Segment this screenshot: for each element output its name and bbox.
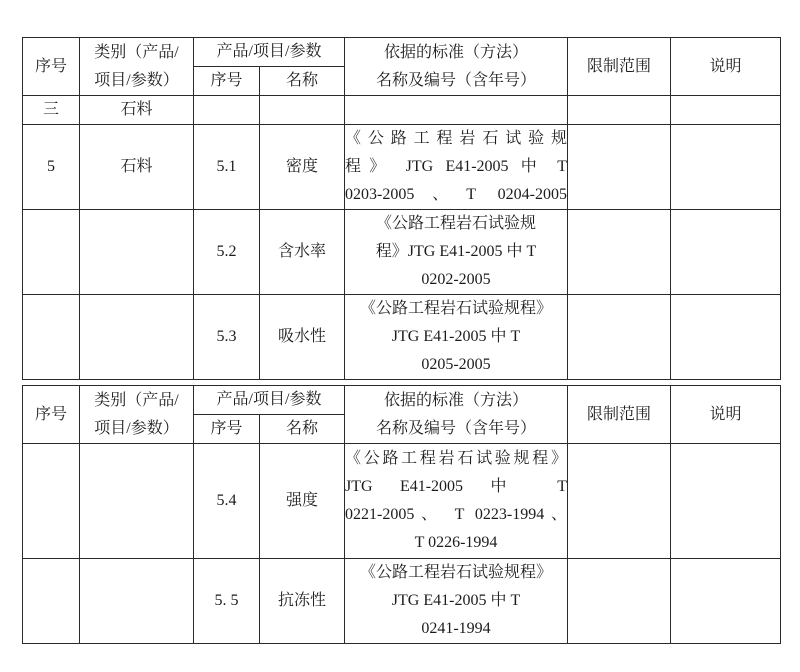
- table-row: [23, 96, 781, 125]
- header-product-seq: 序号: [194, 67, 260, 96]
- standard-line: T 0226-1994: [414, 534, 498, 551]
- header-row: [23, 38, 781, 67]
- cell-item-name: 强度: [260, 444, 345, 559]
- cell-standard: [345, 444, 568, 559]
- cell-note: [671, 559, 781, 644]
- cell-item-name: 抗冻性: [260, 559, 345, 644]
- header-standard-line: 依据的标准（方法）: [383, 391, 528, 409]
- cell-item-name: 密度: [260, 125, 345, 210]
- cell-standard: [345, 210, 568, 295]
- header-category: [80, 38, 194, 96]
- cell-standard: [345, 295, 568, 380]
- header-standard-line: 依据的标准（方法）: [383, 43, 528, 61]
- standard-line: 《公路工程岩石试验规: [375, 215, 536, 232]
- cell-seq: [23, 444, 80, 559]
- header-standard: [345, 386, 568, 444]
- cell-item-seq: 5.4: [194, 444, 260, 559]
- cell-limit: [568, 559, 671, 644]
- standard-line: 0241-1994: [421, 620, 491, 637]
- header-category-line: 项目/参数）: [94, 71, 179, 89]
- header-standard-line: 名称及编号（含年号）: [375, 71, 536, 89]
- header-product-name: 名称: [260, 67, 345, 96]
- cell-note: [671, 210, 781, 295]
- header-product-group: 产品/项目/参数: [194, 38, 345, 67]
- standards-table-1: [22, 37, 781, 380]
- header-category: [80, 386, 194, 444]
- cell-limit: [568, 125, 671, 210]
- cell-category: [80, 295, 194, 380]
- cell-category: [80, 559, 194, 644]
- header-category-line: 类别（产品/: [94, 391, 179, 409]
- table-row: [23, 210, 781, 295]
- header-product-group: 产品/项目/参数: [194, 386, 345, 415]
- header-limit: 限制范围: [568, 386, 671, 444]
- standard-line: 《公路工程岩石试验规程》: [359, 300, 552, 317]
- standard-line: 0202-2005: [421, 271, 491, 288]
- standard-line: JTG E41-2005 中 T: [391, 592, 521, 609]
- cell-limit: [568, 96, 671, 125]
- standard-line: 0203-2005、T 0204-2005: [345, 186, 567, 203]
- standard-line: 程》JTG E41-2005 中 T: [375, 243, 537, 260]
- cell-item-name: [260, 96, 345, 125]
- standard-line: 《公路工程岩石试验规: [345, 130, 567, 147]
- cell-category: 石料: [80, 96, 194, 125]
- header-category-line: 类别（产品/: [94, 43, 179, 61]
- standard-line: 《公路工程岩石试验规程》: [359, 564, 552, 581]
- cell-category: 石料: [80, 125, 194, 210]
- cell-seq: [23, 210, 80, 295]
- table-row: [23, 444, 781, 559]
- header-standard-line: 名称及编号（含年号）: [375, 419, 536, 437]
- header-row: [23, 386, 781, 415]
- cell-item-seq: [194, 96, 260, 125]
- cell-item-seq: 5.1: [194, 125, 260, 210]
- cell-limit: [568, 295, 671, 380]
- table-row: [23, 125, 781, 210]
- header-note: 说明: [671, 386, 781, 444]
- cell-item-name: 含水率: [260, 210, 345, 295]
- header-product-name: 名称: [260, 415, 345, 444]
- cell-note: [671, 444, 781, 559]
- cell-standard: [345, 96, 568, 125]
- standard-line: JTG E41-2005 中 T: [391, 328, 521, 345]
- header-seq: 序号: [23, 386, 80, 444]
- cell-seq: [23, 295, 80, 380]
- standard-line: JTG E41-2005 中 T: [345, 478, 567, 495]
- cell-standard: [345, 559, 568, 644]
- header-limit: 限制范围: [568, 38, 671, 96]
- header-category-line: 项目/参数）: [94, 419, 179, 437]
- cell-category: [80, 210, 194, 295]
- cell-item-seq: 5.3: [194, 295, 260, 380]
- standard-line: 0205-2005: [421, 356, 491, 373]
- cell-limit: [568, 444, 671, 559]
- cell-item-name: 吸水性: [260, 295, 345, 380]
- cell-limit: [568, 210, 671, 295]
- cell-note: [671, 295, 781, 380]
- cell-seq: 5: [23, 125, 80, 210]
- cell-note: [671, 125, 781, 210]
- cell-seq: 三: [23, 96, 80, 125]
- header-seq: 序号: [23, 38, 80, 96]
- cell-note: [671, 96, 781, 125]
- standard-line: 程》 JTG E41-2005 中 T: [345, 158, 567, 175]
- cell-seq: [23, 559, 80, 644]
- standards-table-2: [22, 385, 781, 644]
- cell-item-seq: 5. 5: [194, 559, 260, 644]
- cell-item-seq: 5.2: [194, 210, 260, 295]
- standard-line: 0221-2005、 T 0223-1994、: [345, 506, 567, 523]
- cell-category: [80, 444, 194, 559]
- header-standard: [345, 38, 568, 96]
- standard-line: 《公路工程岩石试验规程》: [345, 450, 567, 467]
- table-row: [23, 559, 781, 644]
- table-row: [23, 295, 781, 380]
- header-note: 说明: [671, 38, 781, 96]
- header-product-seq: 序号: [194, 415, 260, 444]
- cell-standard: [345, 125, 568, 210]
